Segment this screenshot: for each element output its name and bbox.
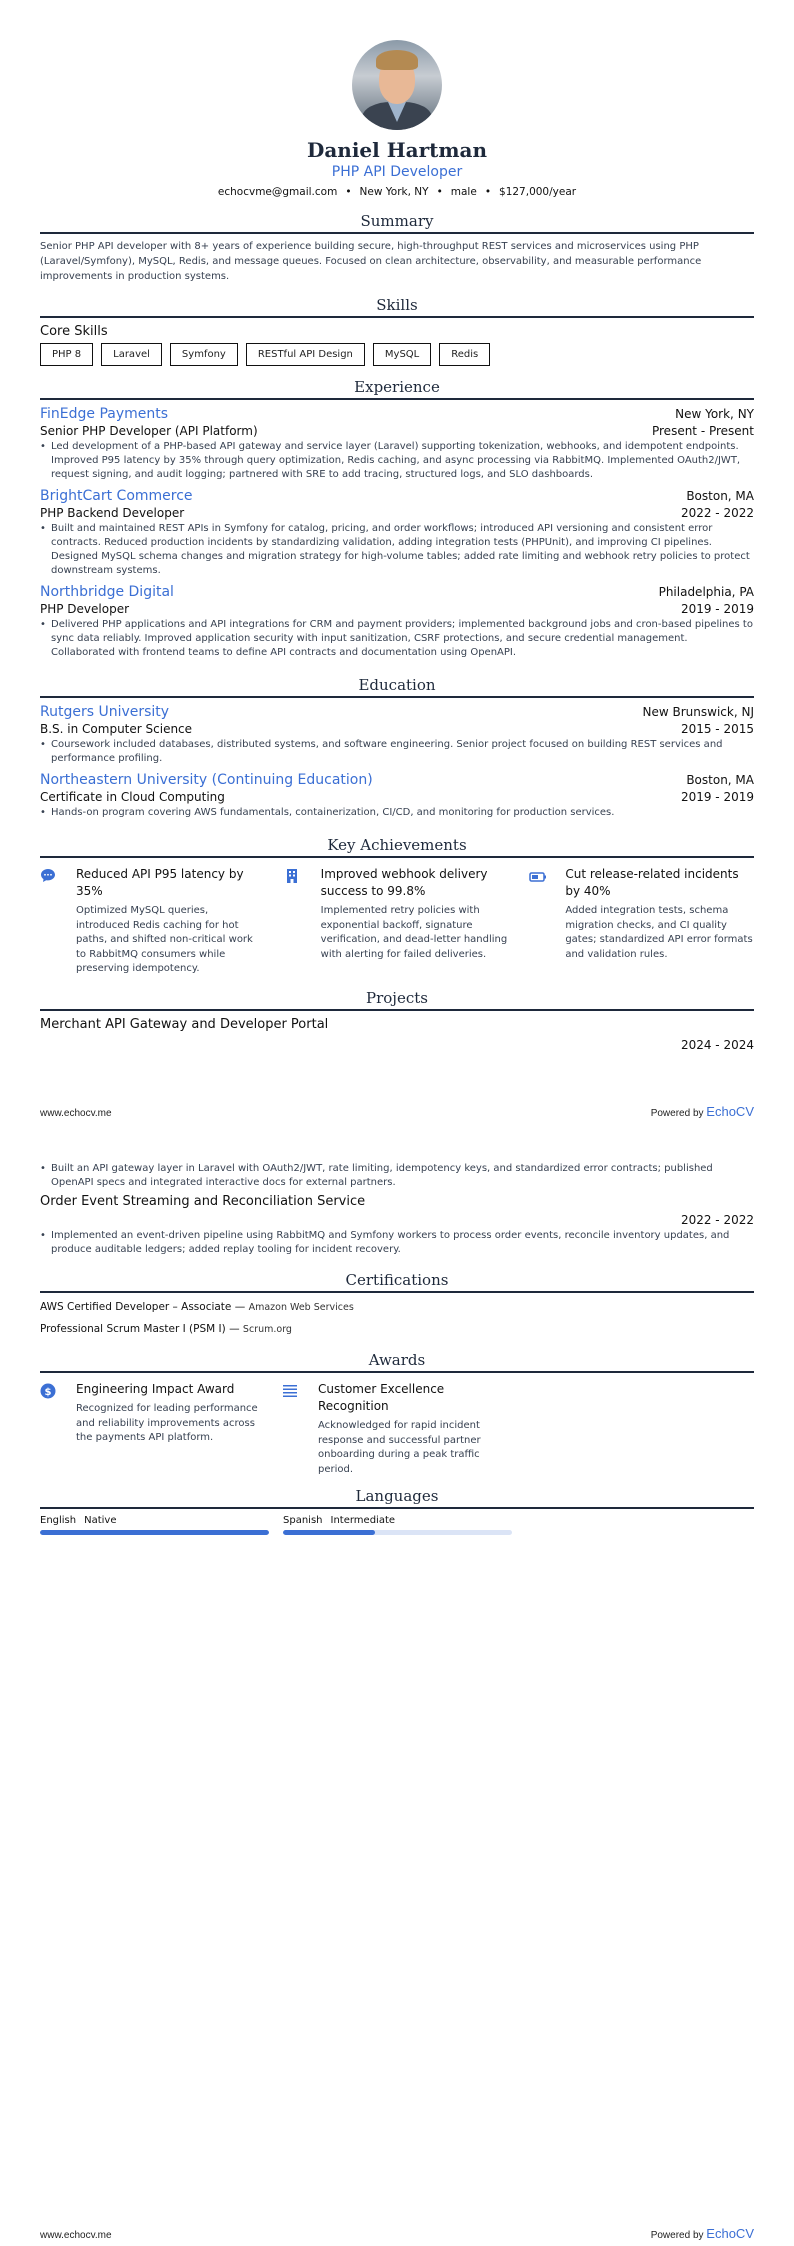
certification-name: AWS Certified Developer – Associate bbox=[40, 1301, 232, 1313]
resume-header bbox=[40, 0, 754, 198]
award-title: Customer Excellence Recognition bbox=[318, 1382, 445, 1413]
separator-dot: • bbox=[345, 186, 352, 198]
contact-line bbox=[40, 186, 754, 198]
award-description: Acknowledged for rapid incident response and successful partner onboarding during a peak traffic period. bbox=[318, 1420, 481, 1475]
summary-text: Senior PHP API developer with 8+ years of experience building secure, high-throughput REST services and microservices using PHP (Laravel/Symfony), MySQL, Redis, and message queues. Focused on clean architecture, observability, and measurable performance improvements in production systems. bbox=[40, 241, 702, 282]
contact-email[interactable]: echocvme@gmail.com bbox=[217, 186, 338, 198]
achievement-description: Optimized MySQL queries, introduced Redis caching for hot paths, and shifted non-critical work to RabbitMQ consumers while preserving idempotency. bbox=[76, 905, 253, 974]
chat-bubble-icon bbox=[40, 866, 58, 977]
brand-logo[interactable]: EchoCV bbox=[706, 1104, 754, 1119]
job-role: PHP Backend Developer bbox=[40, 506, 185, 520]
section-heading-projects: Projects bbox=[40, 989, 754, 1011]
experience-entry bbox=[40, 584, 754, 660]
company-name: Northbridge Digital bbox=[40, 584, 174, 600]
certification-item: AWS Certified Developer – Associate — Amazon Web Services bbox=[40, 1301, 354, 1313]
degree: B.S. in Computer Science bbox=[40, 722, 193, 736]
certification-name: Professional Scrum Master I (PSM I) bbox=[40, 1323, 226, 1335]
skill-chip: MySQL bbox=[373, 343, 431, 366]
achievements-grid bbox=[40, 866, 754, 977]
resume-page-2 bbox=[0, 1160, 794, 1535]
battery-icon bbox=[529, 866, 547, 977]
job-dates: 2022 - 2022 bbox=[680, 506, 754, 520]
avatar bbox=[352, 40, 442, 130]
languages-list bbox=[40, 1515, 754, 1535]
project-name: Order Event Streaming and Reconciliation Service bbox=[40, 1194, 366, 1209]
job-bullet: • Led development of a PHP-based API gateway and service layer (Laravel) supporting tokenization, webhooks, and idempotent endpoints. Improved P95 latency by 35% through query optimization, Redis caching, and async processing via RabbitMQ. Implemented OAuth2/JWT, request signing, and audit logging; partnered with SRE to add tracing, structured logs, and SLO dashboards. bbox=[40, 440, 754, 482]
achievement-card bbox=[285, 866, 510, 977]
awards-grid bbox=[40, 1381, 754, 1477]
svg-text:$: $ bbox=[44, 1387, 52, 1398]
section-heading-skills: Skills bbox=[40, 296, 754, 318]
job-bullet: • Built and maintained REST APIs in Symfony for catalog, pricing, and order workflows; introduced API versioning and consistent error contracts. Reduced production incidents by standardizing validation, adding integration tests (PHPUnit), and improving CI pipelines. Designed MySQL schema changes and migration strategy for high-volume tables; added rate limiting and webhook retry policies to protect downstream systems. bbox=[40, 522, 754, 578]
section-heading-awards: Awards bbox=[40, 1351, 754, 1373]
education-bullet: • Hands-on program covering AWS fundamentals, containerization, CI/CD, and monitoring for production services. bbox=[40, 806, 754, 820]
achievement-card bbox=[40, 866, 265, 977]
company-name: BrightCart Commerce bbox=[40, 488, 193, 504]
education-entry bbox=[40, 704, 754, 766]
job-role: Senior PHP Developer (API Platform) bbox=[40, 424, 258, 438]
experience-entry bbox=[40, 488, 754, 578]
footer-powered-by: Powered by EchoCV bbox=[650, 1104, 754, 1119]
education-bullet: • Coursework included databases, distributed systems, and software engineering. Senior project focused on building REST services and performance profiling. bbox=[40, 738, 754, 766]
project-dates: 2022 - 2022 bbox=[680, 1213, 754, 1227]
certification-issuer: Amazon Web Services bbox=[248, 1302, 354, 1313]
footer-site-link[interactable]: www.echocv.me bbox=[40, 2230, 112, 2241]
award-description: Recognized for leading performance and reliability improvements across the payments API platform. bbox=[76, 1403, 258, 1443]
building-icon bbox=[285, 866, 303, 977]
candidate-title: PHP API Developer bbox=[331, 164, 463, 180]
project-bullet: • Built an API gateway layer in Laravel with OAuth2/JWT, rate limiting, idempotency keys, and standardized error contracts; published OpenAPI specs and integrated interactive docs for external partners. bbox=[40, 1162, 754, 1190]
page-footer bbox=[40, 2226, 754, 2241]
dollar-circle-icon bbox=[40, 1381, 58, 1477]
resume-page-1 bbox=[0, 0, 794, 1052]
skills-list bbox=[40, 343, 754, 366]
brand-logo[interactable]: EchoCV bbox=[706, 2226, 754, 2241]
education-dates: 2019 - 2019 bbox=[680, 790, 754, 804]
experience-entry bbox=[40, 406, 754, 482]
language-name: Spanish bbox=[283, 1515, 323, 1526]
achievement-description: Implemented retry policies with exponential backoff, signature verification, and dead-letter handling with alerting for failed deliveries. bbox=[320, 905, 508, 960]
certification-issuer: Scrum.org bbox=[242, 1324, 292, 1335]
degree: Certificate in Cloud Computing bbox=[40, 790, 225, 804]
contact-location: New York, NY bbox=[359, 186, 429, 198]
school-location: Boston, MA bbox=[686, 773, 754, 787]
section-heading-languages: Languages bbox=[40, 1487, 754, 1509]
language-item bbox=[40, 1515, 269, 1535]
section-heading-achievements: Key Achievements bbox=[40, 836, 754, 858]
certification-item: Professional Scrum Master I (PSM I) — Scrum.org bbox=[40, 1323, 292, 1335]
school-name: Rutgers University bbox=[40, 704, 170, 720]
project-dates: 2024 - 2024 bbox=[680, 1037, 754, 1052]
job-location: New York, NY bbox=[675, 407, 754, 421]
section-heading-experience: Experience bbox=[40, 378, 754, 400]
skill-chip: Laravel bbox=[101, 343, 162, 366]
achievement-description: Added integration tests, schema migration checks, and CI quality gates; standardized API error formats and validation rules. bbox=[565, 905, 753, 960]
achievement-title: Reduced API P95 latency by 35% bbox=[76, 867, 244, 898]
school-location: New Brunswick, NJ bbox=[642, 705, 754, 719]
project-name: Merchant API Gateway and Developer Portal bbox=[40, 1016, 329, 1032]
award-card bbox=[40, 1381, 270, 1477]
job-location: Boston, MA bbox=[686, 489, 754, 503]
company-name: FinEdge Payments bbox=[40, 406, 169, 422]
footer-powered-by: Powered by EchoCV bbox=[650, 2226, 754, 2241]
language-level: Native bbox=[84, 1515, 117, 1526]
job-location: Philadelphia, PA bbox=[658, 585, 754, 599]
skill-chip: Redis bbox=[439, 343, 490, 366]
language-proficiency-bar bbox=[283, 1530, 512, 1535]
contact-salary: $127,000/year bbox=[499, 186, 577, 198]
school-name: Northeastern University (Continuing Education) bbox=[40, 772, 373, 788]
education-dates: 2015 - 2015 bbox=[680, 722, 754, 736]
language-level: Intermediate bbox=[330, 1515, 396, 1526]
skill-chip: Symfony bbox=[170, 343, 238, 366]
achievement-title: Cut release-related incidents by 40% bbox=[565, 867, 739, 898]
language-proficiency-bar bbox=[40, 1530, 269, 1535]
skill-chip: PHP 8 bbox=[40, 343, 93, 366]
list-lines-icon bbox=[282, 1381, 300, 1477]
award-card bbox=[282, 1381, 512, 1477]
education-entry bbox=[40, 772, 754, 820]
section-heading-summary: Summary bbox=[40, 212, 754, 234]
award-title: Engineering Impact Award bbox=[76, 1382, 235, 1396]
job-dates: Present - Present bbox=[651, 424, 754, 438]
job-bullet: • Delivered PHP applications and API integrations for CRM and payment providers; implemented background jobs and cron-based pipelines to sync data reliably. Improved application security with input sanitization, CSRF protections, and secure credential management. Collaborated with frontend teams to define API contracts and documentation using OpenAPI. bbox=[40, 618, 754, 660]
language-item bbox=[283, 1515, 512, 1535]
section-heading-certifications: Certifications bbox=[40, 1271, 754, 1293]
page-footer bbox=[40, 1104, 754, 1119]
achievement-card bbox=[529, 866, 754, 977]
job-dates: 2019 - 2019 bbox=[680, 602, 754, 616]
language-name: English bbox=[40, 1515, 77, 1526]
skill-chip: RESTful API Design bbox=[246, 343, 365, 366]
section-heading-education: Education bbox=[40, 676, 754, 698]
job-role: PHP Developer bbox=[40, 602, 130, 616]
achievement-title: Improved webhook delivery success to 99.8% bbox=[320, 867, 488, 898]
project-bullet: • Implemented an event-driven pipeline using RabbitMQ and Symfony workers to process order events, reconcile inventory updates, and produce auditable ledgers; added replay tooling for incident recovery. bbox=[40, 1229, 754, 1257]
separator-dot: • bbox=[484, 186, 492, 198]
contact-gender: male bbox=[450, 186, 477, 198]
skills-group-label: Core Skills bbox=[40, 324, 108, 339]
separator-dot: • bbox=[436, 186, 443, 198]
footer-site-link[interactable]: www.echocv.me bbox=[40, 1108, 112, 1119]
candidate-name: Daniel Hartman bbox=[306, 138, 488, 162]
